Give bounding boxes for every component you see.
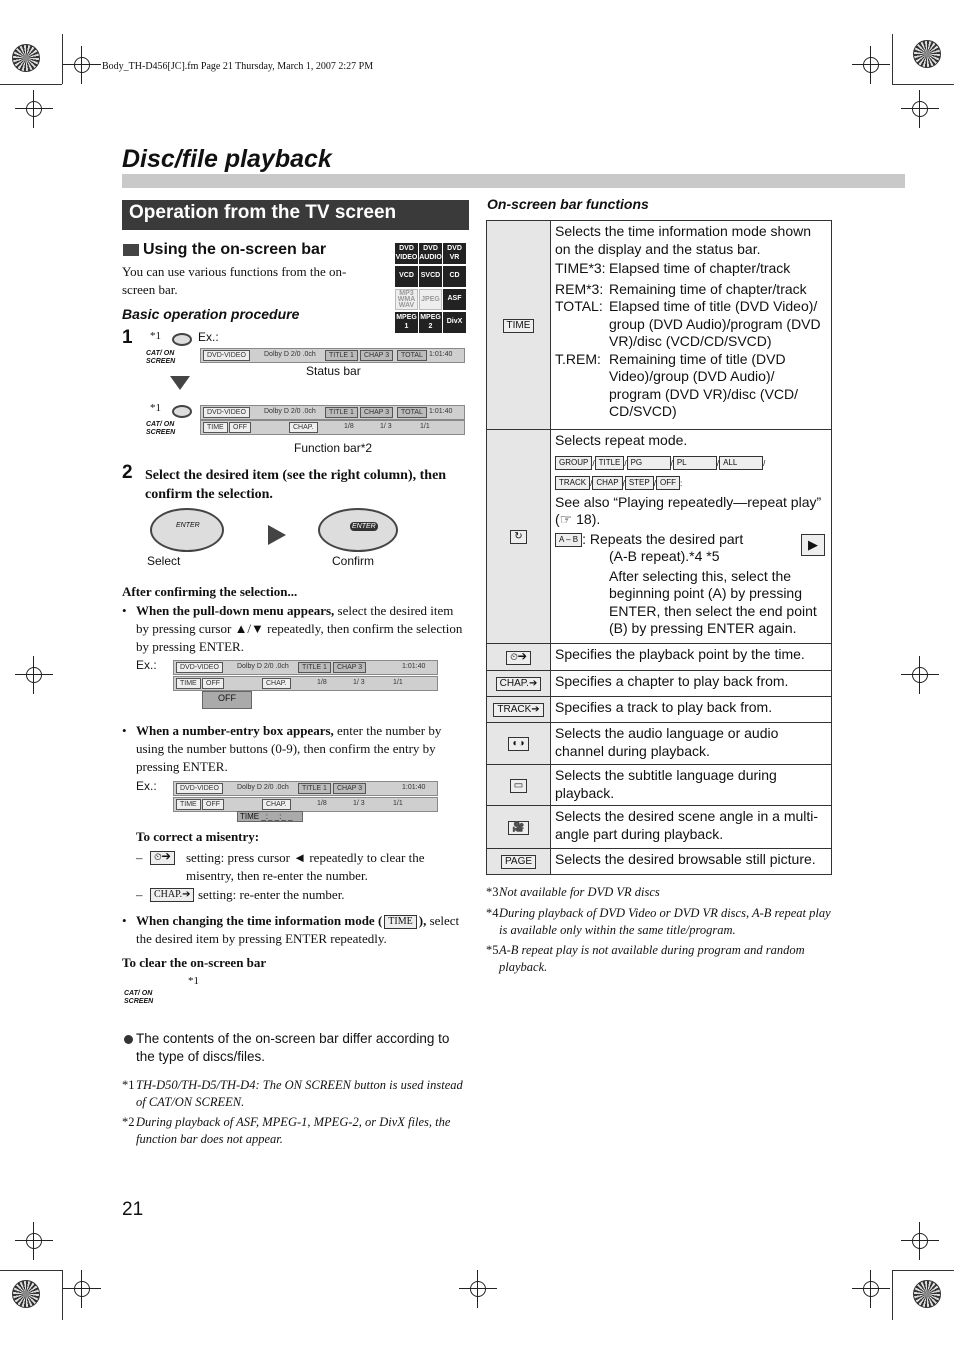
subsection-heading: Using the on-screen bar	[123, 241, 326, 259]
bullet-pulldown: • When the pull-down menu appears, select the desired item by pressing cursor ▲/▼ repeatedly, then confirm the selection by pressing ENTER.	[122, 603, 463, 654]
repeat-chap-icon: CHAP	[592, 476, 622, 490]
mpeg1-icon: MPEG 1	[395, 312, 418, 333]
ex-label: Ex.:	[136, 779, 157, 793]
crosshair-mark	[860, 1278, 882, 1300]
crosshair-mark	[23, 664, 45, 686]
page-number: 21	[122, 1199, 144, 1220]
title-rule	[122, 174, 905, 188]
crosshair-mark	[860, 54, 882, 76]
note: The contents of the on-screen bar differ according to the type of discs/files.	[122, 1030, 467, 1066]
dvd-audio-icon: DVD AUDIO	[419, 243, 442, 264]
dvd-vr-icon: DVD VR	[443, 243, 466, 264]
cat-label: CAT/ ON SCREEN	[146, 421, 176, 436]
select-label: Select	[147, 554, 181, 568]
table-row: TIME Selects the time information mode shown on the display and the status bar. TIME*3: Elapsed time of chapter/track REM*3: Remaining time of chapter/track TOTAL: Elapsed time of title (DVD Video)/ group (DVD Audio)/program (DVD VR)/disc (VCD/CD/SVCD) T.REM: Remaining time of title (DVD Video)/group (DVD Audio)/ program (DVD VR)/disc (VCD/ CD/SVCD)	[487, 221, 832, 430]
right-footnote-3: *3 Not available for DVD VR discs	[486, 885, 660, 899]
left-footnote-2: *2 During playback of ASF, MPEG-1, MPEG-2, or DivX files, the function bar does not appear.	[122, 1115, 451, 1146]
cat-onscreen-button[interactable]	[172, 405, 192, 418]
right-heading: On-screen bar functions	[487, 196, 649, 212]
subtitle-icon: ▭	[510, 779, 527, 793]
ab-repeat-icon: A – B	[555, 533, 582, 547]
crosshair-mark	[23, 1230, 45, 1252]
status-bar-example: DVD-VIDEO Dolby D 2/0 .0ch TITLE 1 CHAP 3 1:01:40	[173, 781, 438, 796]
dvd-video-icon: DVD VIDEO	[395, 243, 418, 264]
status-bar-example: DVD-VIDEO Dolby D 2/0 .0ch TITLE 1 CHAP 3 1:01:40	[173, 660, 438, 675]
page-icon: PAGE	[501, 855, 536, 869]
repeat-pg-icon: PG	[627, 456, 671, 470]
function-bar-example: TIME OFF CHAP. 1/8 1/ 3 1/1	[200, 420, 465, 435]
misentry-chap: – CHAP.➔ setting: re-enter the number.	[136, 887, 345, 902]
misentry-heading: To correct a misentry:	[136, 829, 260, 844]
after-heading: After confirming the selection...	[122, 584, 298, 599]
time-icon: TIME	[503, 319, 535, 333]
angle-icon: 🎥	[508, 821, 528, 835]
enter-button-label: ENTER	[352, 523, 376, 530]
mpeg2-icon: MPEG 2	[419, 312, 442, 333]
procedure-heading: Basic operation procedure	[122, 306, 300, 322]
cursor-pad-select[interactable]	[150, 508, 224, 552]
bullet-time-mode: • When changing the time information mode ( TIME ), select the desired item by pressing ENTER repeatedly.	[122, 913, 460, 946]
footnote-mark: *1	[150, 330, 161, 342]
jpeg-icon: JPEG	[419, 289, 442, 310]
confirm-label: Confirm	[332, 554, 375, 568]
time-entry-box[interactable]: TIME _:_ _:_ _	[237, 811, 303, 822]
time-icon: TIME	[384, 915, 416, 929]
down-arrow-icon	[170, 376, 190, 390]
crosshair-mark	[23, 98, 45, 120]
right-footnote-4: *4 During playback of DVD Video or DVD VR discs, A-B repeat play is available only within the same title/program.	[486, 906, 831, 937]
page-title: Disc/file playback	[122, 145, 332, 173]
status-bar-label: Status bar	[306, 364, 361, 378]
repeat-group-icon: GROUP	[555, 456, 592, 470]
status-bar-example: DVD-VIDEO Dolby D 2/0 .0ch TITLE 1 CHAP 3 TOTAL 1:01:40	[200, 405, 465, 420]
right-arrow-icon	[268, 525, 286, 545]
right-footnote-5: *5 A-B repeat play is not available during program and random playback.	[486, 943, 805, 974]
remote-icon	[123, 244, 139, 256]
step-2-number: 2	[122, 462, 133, 483]
ex-label: Ex.:	[136, 658, 157, 672]
note-icon	[124, 1035, 133, 1044]
play-icon: ▶	[801, 534, 825, 556]
crosshair-mark	[909, 98, 931, 120]
table-row: 🎥 Selects the desired scene angle in a multi-angle part during playback.	[487, 806, 832, 849]
repeat-track-icon: TRACK	[555, 476, 590, 490]
time-search-icon: ⏲➔	[506, 651, 531, 665]
cat-label: CAT/ ON SCREEN	[124, 990, 154, 1005]
table-row: ◐◑ Selects the audio language or audio channel during playback.	[487, 723, 832, 765]
function-bar-label: Function bar*2	[294, 441, 373, 455]
step-2-text: Select the desired item (see the right column), then confirm the selection.	[145, 468, 447, 502]
bullet-number-entry: • When a number-entry box appears, enter the number by using the number buttons (0-9), then confirm the entry by pressing ENTER.	[122, 723, 442, 774]
table-row: ⏲➔ Specifies the playback point by the time.	[487, 644, 832, 671]
registration-target	[913, 1280, 941, 1308]
repeat-step-icon: STEP	[625, 476, 654, 490]
divx-icon: DivX	[443, 312, 466, 333]
pulldown-off-option[interactable]: OFF	[202, 691, 252, 709]
asf-icon: ASF	[443, 289, 466, 310]
svcd-icon: SVCD	[419, 266, 442, 287]
cat-label: CAT/ ON SCREEN	[146, 350, 176, 365]
table-row: ▭ Selects the subtitle language during playback.	[487, 765, 832, 806]
section-title: Operation from the TV screen	[122, 200, 469, 230]
function-bar-example: TIME OFF CHAP. 1/8 1/ 3 1/1	[173, 676, 438, 691]
table-row: ↻ Selects repeat mode. GROUP / TITLE / PG / PL / ALL / TRACK / CHAP / STEP / OFF : See also “Playing repeatedly—repeat play” (☞ 18). A – B : Repeats the desired part (A-B repeat).*4 *5 After selecting this, select the beginning point (A) by pressing ENTER, then select the end point (B) by pressing ENTER again. ▶	[487, 430, 832, 644]
track-search-icon: TRACK➔	[493, 703, 543, 717]
crosshair-mark	[909, 664, 931, 686]
crosshair-mark	[467, 1278, 489, 1300]
chapter-search-icon: CHAP.➔	[496, 677, 542, 691]
audio-icon: ◐◑	[508, 737, 528, 751]
cd-icon: CD	[443, 266, 466, 287]
footnote-mark: *1	[150, 402, 161, 414]
book-icon: ☞	[559, 511, 573, 527]
repeat-all-icon: ALL	[719, 456, 763, 470]
table-row: TRACK➔ Specifies a track to play back from.	[487, 697, 832, 723]
crosshair-mark	[71, 54, 93, 76]
function-bar-example: TIME OFF CHAP. 1/8 1/ 3 1/1	[173, 797, 438, 812]
function-table	[486, 220, 832, 875]
crosshair-mark	[71, 1278, 93, 1300]
repeat-off-icon: OFF	[656, 476, 680, 490]
ex-label: Ex.:	[198, 330, 219, 344]
time-search-icon: ⏲➔	[150, 851, 175, 865]
footnote-mark: *1	[188, 975, 199, 987]
table-row: CHAP.➔ Specifies a chapter to play back from.	[487, 671, 832, 697]
intro-text: You can use various functions from the on-screen bar.	[122, 264, 347, 297]
file-header: Body_TH-D456[JC].fm Page 21 Thursday, March 1, 2007 2:27 PM	[102, 61, 374, 72]
registration-target	[913, 40, 941, 68]
cat-onscreen-button[interactable]	[172, 333, 192, 346]
chapter-search-icon: CHAP.➔	[150, 888, 194, 902]
vcd-icon: VCD	[395, 266, 418, 287]
step-1-number: 1	[122, 327, 133, 348]
repeat-icon: ↻	[510, 530, 526, 544]
left-footnote-1: *1 TH-D50/TH-D5/TH-D4: The ON SCREEN button is used instead of CAT/ON SCREEN.	[122, 1078, 463, 1109]
crosshair-mark	[909, 1230, 931, 1252]
misentry-time: – ⏲➔ setting: press cursor ◄ repeatedly to clear the misentry, then re-enter the number.	[136, 850, 425, 883]
mp3-icon: MP3 WMA WAV	[395, 289, 418, 310]
repeat-pl-icon: PL	[673, 456, 717, 470]
table-row: PAGE Selects the desired browsable still picture.	[487, 849, 832, 875]
registration-target	[12, 44, 40, 72]
enter-button-label: ENTER	[176, 522, 200, 529]
repeat-title-icon: TITLE	[595, 456, 625, 470]
status-bar-example: DVD-VIDEO Dolby D 2/0 .0ch TITLE 1 CHAP 3 TOTAL 1:01:40	[200, 348, 465, 363]
registration-target	[12, 1280, 40, 1308]
clear-heading: To clear the on-screen bar	[122, 955, 267, 970]
